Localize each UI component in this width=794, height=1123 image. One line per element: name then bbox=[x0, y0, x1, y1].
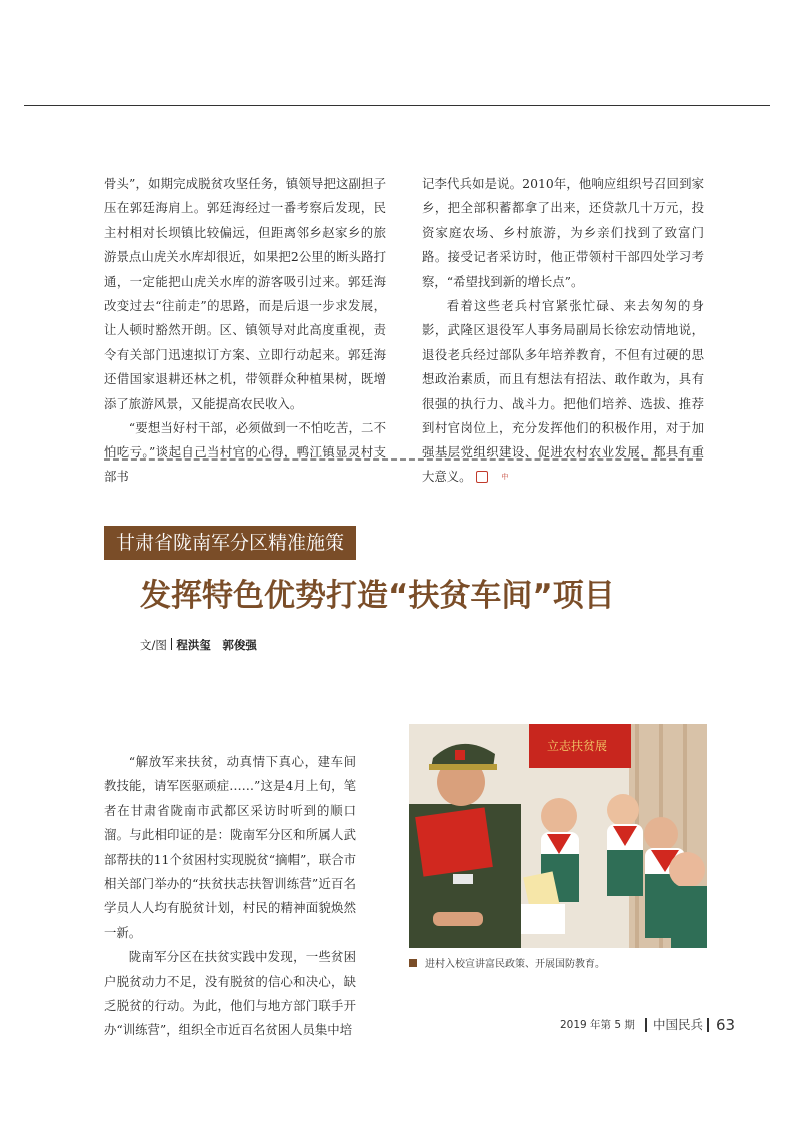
caption-square-icon bbox=[409, 959, 417, 967]
paragraph: “要想当好村干部，必须做到一不怕吃苦，二不怕吃亏。”谈起自己当村官的心得，鸭江镇显灵村支部书 bbox=[104, 420, 386, 484]
article-headline: 发挥特色优势打造“扶贫车间”项目 bbox=[140, 578, 615, 614]
dashed-section-divider bbox=[104, 458, 702, 461]
byline bbox=[140, 637, 257, 653]
end-mark-icon: 中 bbox=[476, 471, 488, 483]
article-body-column bbox=[104, 750, 356, 1043]
paragraph: “解放军来扶贫，动真情下真心，建车间教技能，请军医驱顽症……”这是4月上旬，笔者在甘肃省陇南市武都区采访时听到的顺口溜。与此相印证的是：陇南军分区和所属人武部帮扶的11个贫困村实现脱贫“摘帽”，联合市相关部门举办的“扶贫扶志扶智训练营”近百名学员人人均有脱贫计划，村民的精神面貌焕然一新。 bbox=[104, 754, 356, 940]
photo-caption bbox=[409, 958, 605, 972]
footer-divider bbox=[645, 1018, 647, 1032]
header-rule bbox=[24, 105, 770, 106]
byline-separator bbox=[171, 638, 173, 650]
paragraph: 骨头”，如期完成脱贫攻坚任务，镇领导把这副担子压在郭廷海肩上。郭廷海经过一番考察后发现，民主村相对长坝镇比较偏远，但距离邻乡赵家乡的旅游景点山虎关水库却很近，如果把2公里的断头路打通，一定能把山虎关水库的游客吸引过来。郭廷海改变过去“往前走”的思路，而是后退一步求发展，让人顿时豁然开朗。区、镇领导对此高度重视，责令有关部门迅速拟订方案、立即行动起来。郭廷海还借国家退耕还林之机，带领群众种植果树，既增添了旅游风景，又能提高农民收入。 bbox=[104, 176, 386, 411]
paragraph: 陇南军分区在扶贫实践中发现，一些贫困户脱贫动力不足，没有脱贫的信心和决心，缺乏脱贫的行动。为此，他们与地方部门联手开办“训练营”，组织全市近百名贫困人员集中培 bbox=[104, 949, 356, 1038]
footer-divider bbox=[707, 1018, 709, 1032]
page-footer bbox=[560, 1016, 740, 1034]
article-photo bbox=[409, 724, 707, 948]
article-top-right-column bbox=[422, 172, 704, 489]
magazine-name: 中国民兵 bbox=[653, 1017, 704, 1032]
photo-illustration bbox=[409, 724, 707, 948]
article-top-left-column bbox=[104, 172, 386, 489]
paragraph-text: 看着这些老兵村官紧张忙碌、来去匆匆的身影，武隆区退役军人事务局副局长徐宏动情地说，退役老兵经过部队多年培养教育，不但有过硬的思想政治素质，而且有想法有招法、敢作敢为，具有很强的执行力、战斗力。把他们培养、选拔、推荐到村官岗位上，充分发挥他们的积极作用，对于加强基层党组织建设、促进农村农业发展，都具有重大意义。 bbox=[422, 298, 704, 484]
byline-authors: 程洪玺 郭俊强 bbox=[176, 638, 257, 652]
byline-label: 文/图 bbox=[140, 638, 167, 652]
section-tag: 甘肃省陇南军分区精准施策 bbox=[104, 526, 356, 560]
paragraph: 记李代兵如是说。2010年，他响应组织号召回到家乡，把全部积蓄都拿了出来，还贷款几十万元，投资家庭农场、乡村旅游，为乡亲们找到了致富门路。接受记者采访时，他正带领村干部四处学习考察，“希望找到新的增长点”。 bbox=[422, 176, 704, 289]
photo-banner-text: 立志扶贫展 bbox=[547, 739, 608, 753]
caption-text: 进村入校宣讲富民政策、开展国防教育。 bbox=[425, 959, 605, 970]
issue-label: 2019 年第 5 期 bbox=[560, 1019, 635, 1031]
page-number: 63 bbox=[716, 1016, 736, 1034]
